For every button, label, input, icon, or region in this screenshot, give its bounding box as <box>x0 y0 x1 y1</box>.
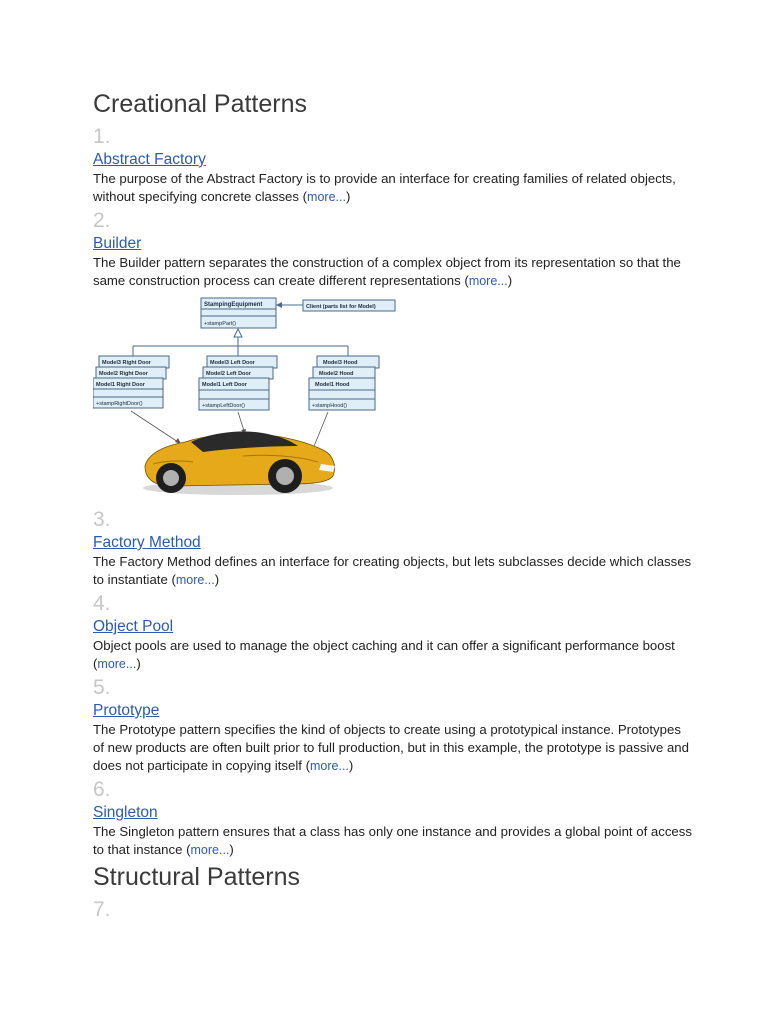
pattern-item <box>93 675 693 775</box>
pattern-number: 3. <box>93 508 111 531</box>
pattern-number: 5. <box>93 676 111 699</box>
pattern-description: The purpose of the Abstract Factory is to provide an interface for creating families of related objects, without specifying concrete classes (more...) <box>93 171 676 204</box>
client-label: Client (parts list for Model) <box>306 304 376 310</box>
document-page <box>93 88 693 923</box>
svg-text:+stampHood(): +stampHood() <box>312 403 348 409</box>
pattern-link-builder[interactable]: Builder <box>93 235 142 252</box>
svg-text:Model3 Hood: Model3 Hood <box>323 360 358 366</box>
pattern-item <box>93 777 693 859</box>
pattern-description: The Prototype pattern specifies the kind of objects to create using a prototypical instance. Prototypes of new products are often built prior to full production, but in this example, the prototype is passive and does not participate in copying itself (more...) <box>93 722 689 773</box>
svg-text:Model2 Hood: Model2 Hood <box>319 371 354 377</box>
more-link[interactable]: more... <box>307 190 346 204</box>
svg-text:Model2 Left Door: Model2 Left Door <box>206 371 251 377</box>
more-link[interactable]: more... <box>190 843 230 857</box>
svg-text:+stampRightDoor(): +stampRightDoor() <box>96 401 143 407</box>
pattern-link-singleton[interactable]: Singleton <box>93 804 158 821</box>
pattern-link-factory-method[interactable]: Factory Method <box>93 534 201 551</box>
pattern-number: 1. <box>93 125 111 148</box>
svg-text:Model3 Right Door: Model3 Right Door <box>102 360 151 366</box>
pattern-description: The Factory Method defines an interface for creating objects, but lets subclasses decide which classes to instantiate (more...) <box>93 554 692 587</box>
pattern-number: 6. <box>93 778 111 801</box>
pattern-link-abstract-factory[interactable]: Abstract Factory <box>93 151 206 168</box>
hood-classes <box>309 356 379 410</box>
right-door-classes <box>93 356 169 408</box>
more-link[interactable]: more... <box>175 573 215 587</box>
client-class <box>276 300 395 311</box>
pattern-number: 7. <box>93 898 111 921</box>
pattern-item <box>93 591 693 673</box>
svg-text:Model3 Left Door: Model3 Left Door <box>210 360 255 366</box>
stamping-equipment-label: StampingEquipment <box>204 302 263 308</box>
svg-text:+stampLeftDoor(): +stampLeftDoor() <box>202 403 245 409</box>
svg-text:Model2 Right Door: Model2 Right Door <box>99 371 148 377</box>
stamp-part-label: +stampPart() <box>204 321 236 327</box>
creational-heading: Creational Patterns <box>93 90 308 118</box>
pattern-description: The Singleton pattern ensures that a class has only one instance and provides a global point of access to that instance (more...) <box>93 824 692 857</box>
structural-heading: Structural Patterns <box>93 863 301 891</box>
builder-diagram-svg <box>93 296 403 501</box>
pattern-item <box>93 124 693 206</box>
svg-text:Model1 Right Door: Model1 Right Door <box>96 382 145 388</box>
svg-text:Model1 Hood: Model1 Hood <box>315 382 350 388</box>
pattern-number: 4. <box>93 592 111 615</box>
pattern-item <box>93 208 693 290</box>
left-door-classes <box>199 356 277 410</box>
pattern-link-object-pool[interactable]: Object Pool <box>93 618 174 635</box>
pattern-link-prototype[interactable]: Prototype <box>93 702 160 719</box>
pattern-number: 2. <box>93 209 111 232</box>
more-link[interactable]: more... <box>97 657 137 671</box>
pattern-description: Object pools are used to manage the object caching and it can offer a significant performance boost (more...) <box>93 638 675 671</box>
pattern-item <box>93 507 693 589</box>
more-link[interactable]: more... <box>310 759 349 773</box>
stamping-equipment-class <box>201 298 276 328</box>
more-link[interactable]: more... <box>468 274 508 288</box>
sports-car-image <box>143 431 335 495</box>
svg-text:Model1 Left Door: Model1 Left Door <box>202 382 247 388</box>
pattern-description: The Builder pattern separates the construction of a complex object from its representation so that the same construction process can create different representations (more...) <box>93 255 681 288</box>
builder-diagram <box>93 296 403 501</box>
